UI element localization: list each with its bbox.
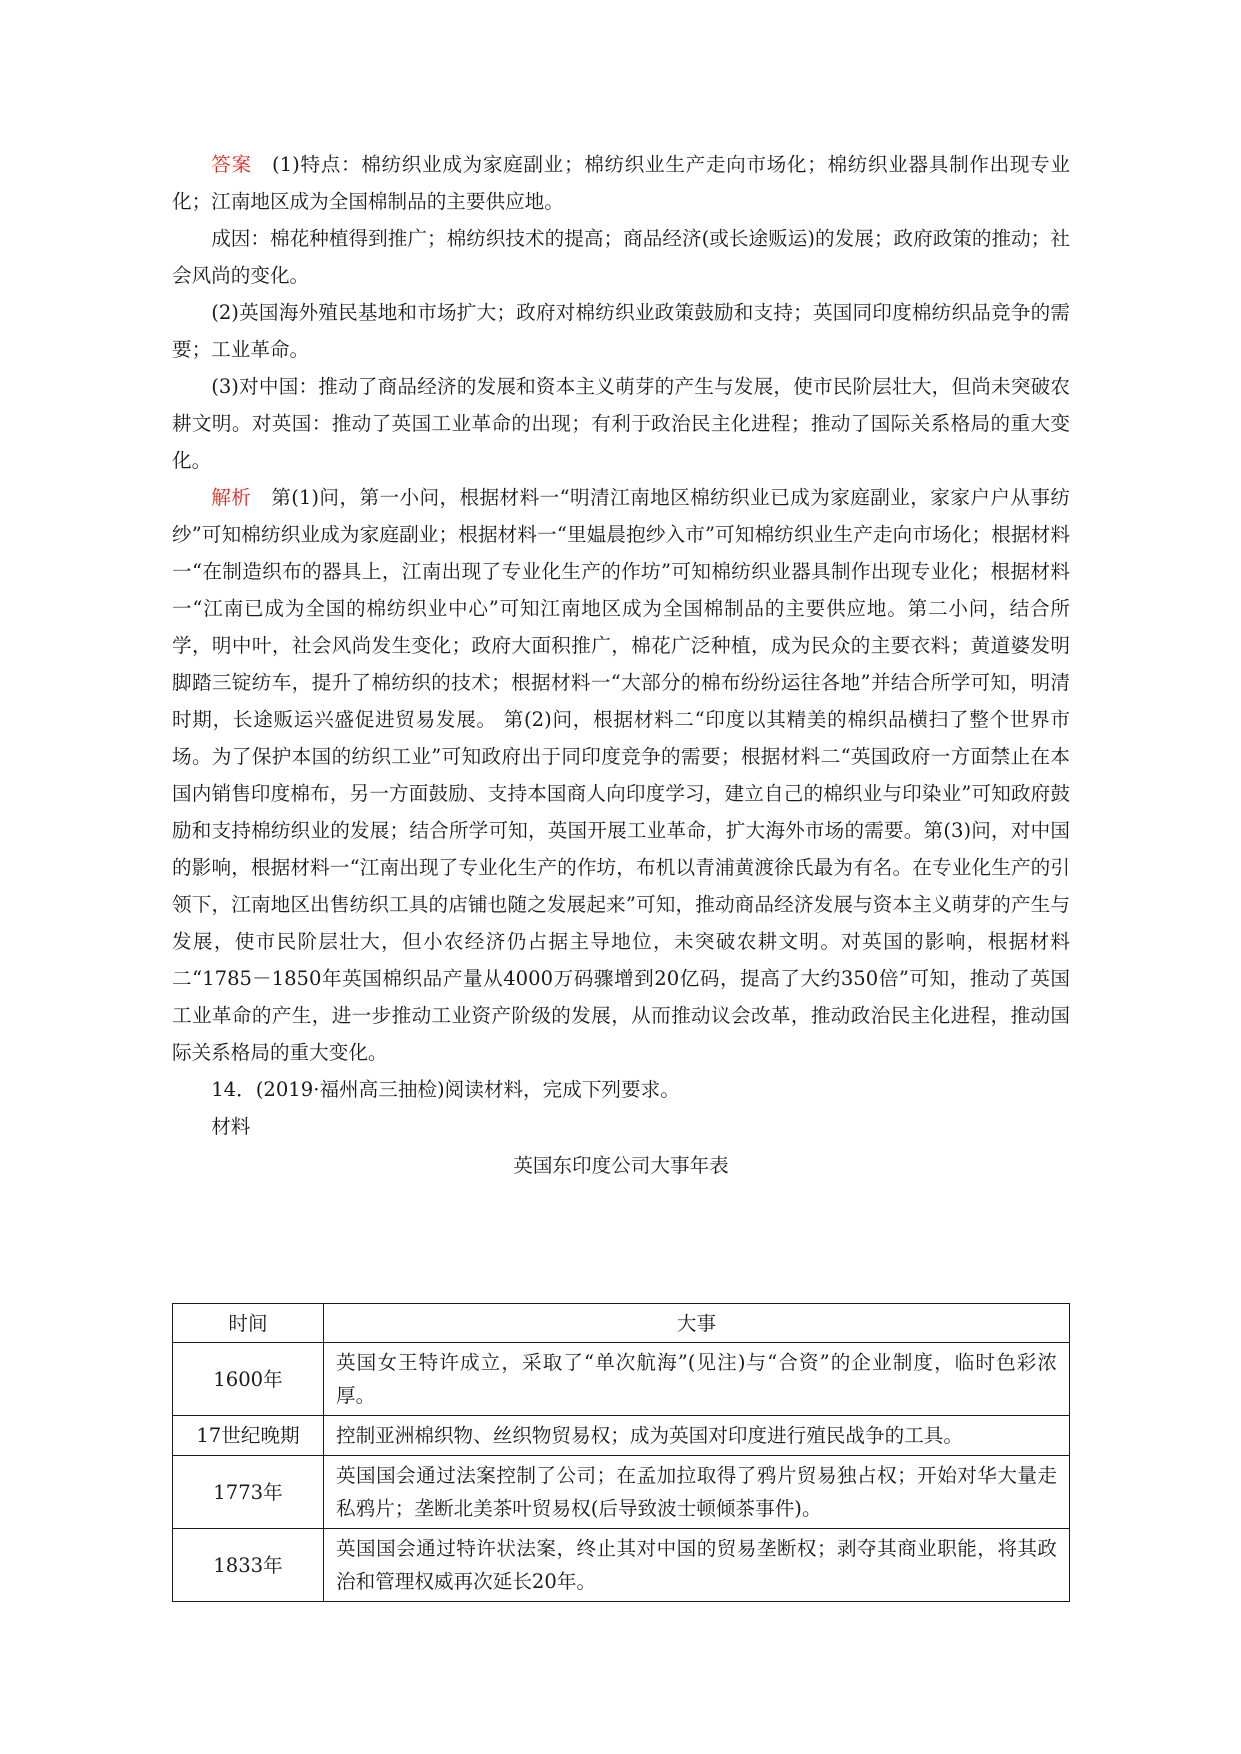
row-event: 控制亚洲棉织物、丝织物贸易权；成为英国对印度进行殖民战争的工具。 [324, 1416, 1070, 1456]
analysis-paragraph [172, 479, 1070, 1071]
row-event: 英国国会通过特许状法案，终止其对中国的贸易垄断权；剥夺其商业职能，将其政治和管理权威再次延长20年。 [324, 1529, 1070, 1602]
answer-paragraph-1 [172, 146, 1070, 220]
table-row [173, 1343, 1070, 1416]
row-time: 17世纪晚期 [173, 1416, 324, 1456]
analysis-label: 解析 [211, 486, 252, 509]
answer-label: 答案 [211, 153, 252, 176]
analysis-text: 第(1)问，第一小问，根据材料一“明清江南地区棉纺织业已成为家庭副业，家家户户从事纺纱”可知棉纺织业成为家庭副业；根据材料一“里媪晨抱纱入市”可知棉纺织业生产走向市场化；根据材料一“在制造织布的器具上，江南出现了专业化生产的作坊”可知棉纺织业器具制作出现专业化；根据材料一“江南已成为全国的棉纺织业中心”可知江南地区成为全国棉制品的主要供应地。第二小问，结合所学，明中叶，社会风尚发生变化；政府大面积推广，棉花广泛种植，成为民众的主要衣料；黄道婆发明脚踏三锭纺车，提升了棉纺织的技术；根据材料一“大部分的棉布纷纷运往各地”并结合所学可知，明清时期，长途贩运兴盛促进贸易发展。 第(2)问，根据材料二“印度以其精美的棉织品横扫了整个世界市场。为了保护本国的纺织工业”可知政府出于同印度竞争的需要；根据材料二“英国政府一方面禁止在本国内销售印度棉布，另一方面鼓励、支持本国商人向印度学习，建立自己的棉织业与印染业”可知政府鼓励和支持棉纺织业的发展；结合所学可知，英国开展工业革命，扩大海外市场的需要。第(3)问，对中国的影响，根据材料一“江南出现了专业化生产的作坊，布机以青浦黄渡徐氏最为有名。在专业化生产的引领下，江南地区出售纺织工具的店铺也随之发展起来”可知，推动商品经济发展与资本主义萌芽的产生与发展，使市民阶层壮大，但小农经济仍占据主导地位，未突破农耕文明。对英国的影响，根据材料二“1785－1850年英国棉织品产量从4000万码骤增到20亿码，提高了大约350倍”可知，推动了英国工业革命的产生，进一步推动工业资产阶级的发展，从而推动议会改革，推动政治民主化进程，推动国际关系格局的重大变化。 [172, 486, 1070, 1064]
table-row [173, 1416, 1070, 1456]
answer-paragraph-2: 成因：棉花种植得到推广；棉纺织技术的提高；商品经济(或长途贩运)的发展；政府政策的推动；社会风尚的变化。 [172, 227, 1070, 287]
header-event: 大事 [324, 1304, 1070, 1343]
table-title: 英国东印度公司大事年表 [513, 1154, 729, 1177]
header-time: 时间 [173, 1304, 324, 1343]
row-time: 1833年 [173, 1529, 324, 1602]
row-time: 1600年 [173, 1343, 324, 1416]
table-row [173, 1456, 1070, 1529]
table-row [173, 1529, 1070, 1602]
answer-text-1: (1)特点：棉纺织业成为家庭副业；棉纺织业生产走向市场化；棉纺织业器具制作出现专业化；江南地区成为全国棉制品的主要供应地。 [172, 153, 1071, 213]
answer-paragraph-4: (3)对中国：推动了商品经济的发展和资本主义萌芽的产生与发展，使市民阶层壮大，但尚未突破农耕文明。对英国：推动了英国工业革命的出现；有利于政治民主化进程；推动了国际关系格局的重大变化。 [172, 375, 1070, 472]
row-event: 英国国会通过法案控制了公司；在孟加拉取得了鸦片贸易独占权；开始对华大量走私鸦片；垄断北美茶叶贸易权(后导致波士顿倾茶事件)。 [324, 1456, 1070, 1529]
question-stem: 14．(2019·福州高三抽检)阅读材料，完成下列要求。 [211, 1078, 680, 1101]
events-table [172, 1303, 1070, 1602]
row-event: 英国女王特许成立，采取了“单次航海”(见注)与“合资”的企业制度，临时色彩浓厚。 [324, 1343, 1070, 1416]
table-header-row [173, 1304, 1070, 1343]
document-body [172, 146, 1070, 1184]
row-time: 1773年 [173, 1456, 324, 1529]
material-label: 材料 [211, 1115, 251, 1138]
answer-paragraph-3: (2)英国海外殖民基地和市场扩大；政府对棉纺织业政策鼓励和支持；英国同印度棉纺织品竞争的需要；工业革命。 [172, 301, 1070, 361]
